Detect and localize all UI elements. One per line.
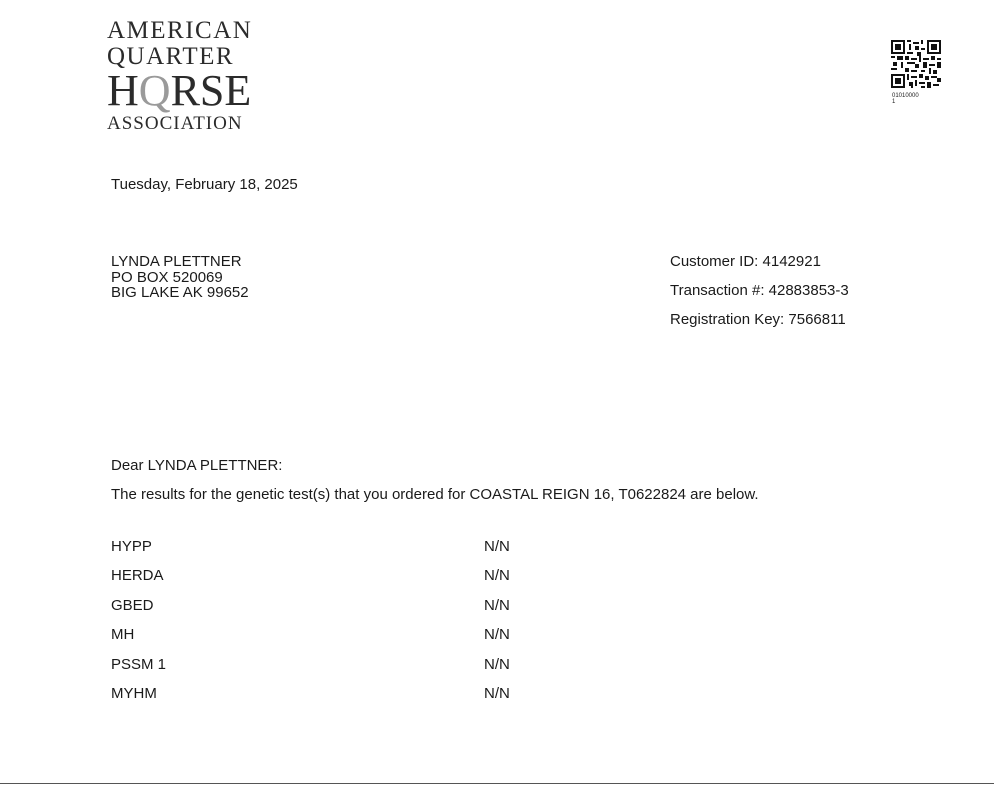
letter-date: Tuesday, February 18, 2025 [111, 176, 298, 193]
logo-line-horse [107, 66, 267, 115]
letter-intro: The results for the genetic test(s) that you ordered for COASTAL REIGN 16, T0622824 are below. [111, 486, 759, 503]
result-row [111, 626, 611, 655]
barcode-caption [892, 93, 932, 105]
recipient-address-line-1: PO BOX 520069 [111, 268, 223, 286]
logo-line-american: AMERICAN [107, 17, 253, 44]
recipient-address-line-2: BIG LAKE AK 99652 [111, 284, 249, 301]
result-row [111, 597, 611, 626]
test-result: N/N [484, 655, 510, 673]
result-row [111, 656, 611, 685]
qr-code-icon [891, 40, 941, 88]
test-result: N/N [484, 596, 510, 614]
transaction-number: Transaction #: 42883853-3 [670, 282, 849, 299]
result-row [111, 567, 611, 596]
logo-line-association: ASSOCIATION [107, 113, 243, 134]
recipient-name: LYNDA PLETTNER [111, 253, 242, 270]
logo-line-quarter: QUARTER [107, 43, 235, 70]
test-result: N/N [484, 626, 510, 644]
test-result: N/N [484, 567, 510, 585]
aqha-logo [107, 18, 267, 135]
account-identifiers [670, 247, 849, 334]
test-name: GBED [111, 596, 154, 614]
letter-greeting: Dear LYNDA PLETTNER: [111, 457, 283, 474]
test-name: PSSM 1 [111, 655, 167, 673]
test-name: MYHM [111, 684, 157, 702]
customer-id: Customer ID: 4142921 [670, 253, 821, 270]
logo-horse-h: H [107, 66, 139, 115]
genetic-results-list [111, 538, 611, 714]
result-row [111, 538, 611, 567]
barcode-caption-line-2: 1 [892, 99, 896, 105]
test-name: MH [111, 626, 135, 644]
logo-horse-rse: RSE [170, 66, 252, 115]
test-result: N/N [484, 684, 510, 702]
result-row [111, 685, 611, 714]
test-result: N/N [484, 538, 510, 555]
test-name: HERDA [111, 567, 164, 585]
recipient-address [111, 254, 249, 301]
page-bottom-divider [0, 783, 994, 784]
test-name: HYPP [111, 538, 152, 555]
logo-horse-q: Q [138, 66, 171, 115]
barcode-caption-line-1: 01010000 [892, 93, 919, 99]
registration-key: Registration Key: 7566811 [670, 311, 846, 328]
